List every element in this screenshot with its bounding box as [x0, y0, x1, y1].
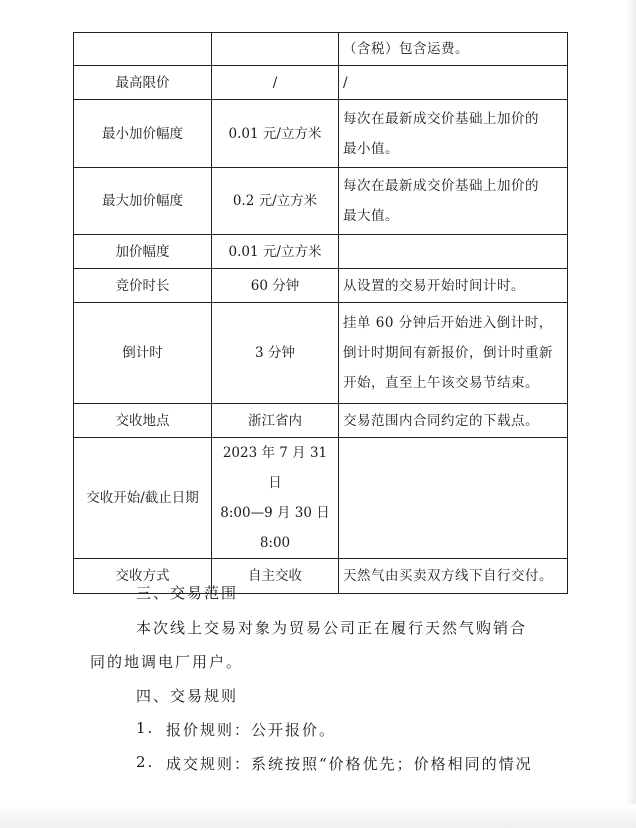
- value-line: /: [272, 74, 278, 91]
- param-note-cell: [339, 168, 568, 235]
- paragraph-line: 本次线上交易对象为贸易公司正在履行天然气购销合: [136, 619, 528, 637]
- value-line: 0.01 元/立方米: [228, 243, 322, 260]
- param-value-cell: [212, 66, 339, 100]
- note-line: 每次在最新成交价基础上加价的: [343, 110, 539, 127]
- param-note-cell: [339, 559, 568, 594]
- param-name-cell: 交收开始/截止日期: [74, 438, 212, 559]
- note-line: 开始，直至上午该交易节结束。: [343, 375, 539, 391]
- note-line: （含税）包含运费。: [343, 41, 469, 57]
- value-line: 2023 年 7 月 31 日: [222, 445, 328, 491]
- param-name-cell: 最高限价: [74, 66, 212, 100]
- rule-number: 1.: [136, 719, 155, 737]
- rule-text: 成交规则：系统按照“价格优先；价格相同的情况: [166, 755, 533, 773]
- param-value-cell: [212, 269, 339, 303]
- value-line: 3 分钟: [255, 345, 295, 361]
- param-value-cell: [212, 100, 339, 168]
- param-name-cell: 倒计时: [74, 303, 212, 404]
- param-value-cell: [212, 33, 339, 66]
- page-edge-shadow: [626, 0, 636, 828]
- param-name-cell: 最小加价幅度: [74, 100, 212, 168]
- table-row: [74, 100, 568, 168]
- param-value-cell: [212, 303, 339, 404]
- page-bottom-shadow: [0, 804, 636, 828]
- param-value-cell: [212, 438, 339, 559]
- note-line: 挂单 60 分钟后开始进入倒计时，: [343, 315, 553, 331]
- rule-text: 报价规则：公开报价。: [166, 721, 337, 739]
- trading-parameters-table: [73, 32, 568, 594]
- table-row: [74, 235, 568, 269]
- value-line: 8:00: [259, 535, 291, 551]
- param-note-cell: [339, 438, 568, 559]
- value-line: 0.2 元/立方米: [232, 193, 318, 209]
- param-name-cell: 竞价时长: [74, 269, 212, 303]
- rule-number: 2.: [136, 753, 155, 771]
- value-line: 60 分钟: [250, 277, 300, 294]
- param-note-cell: [339, 100, 568, 168]
- note-line: 倒计时期间有新报价，倒计时重新: [343, 345, 553, 361]
- note-line: /: [343, 74, 349, 91]
- paragraph-line: 同的地调电厂用户。: [90, 653, 244, 671]
- note-line: 从设置的交易开始时间计时。: [343, 277, 525, 294]
- section-heading-4: 四、交易规则: [136, 687, 239, 705]
- note-line: 每次在最新成交价基础上加价的: [343, 178, 539, 194]
- value-line: 8:00—9 月 30 日: [220, 505, 330, 521]
- table-row: [74, 168, 568, 235]
- param-note-cell: [339, 33, 568, 66]
- param-note-cell: [339, 404, 568, 438]
- param-name-cell: [74, 33, 212, 66]
- param-name-cell: 加价幅度: [74, 235, 212, 269]
- table-row: [74, 438, 568, 559]
- param-value-cell: [212, 404, 339, 438]
- param-value-cell: [212, 168, 339, 235]
- table-row: [74, 269, 568, 303]
- note-line: 最大值。: [343, 208, 399, 224]
- table-row: [74, 303, 568, 404]
- param-note-cell: [339, 66, 568, 100]
- table-row: [74, 33, 568, 66]
- note-line: 最小值。: [343, 140, 399, 157]
- table-row: [74, 66, 568, 100]
- param-name-cell: 最大加价幅度: [74, 168, 212, 235]
- param-value-cell: [212, 235, 339, 269]
- param-note-cell: [339, 269, 568, 303]
- value-line: 0.01 元/立方米: [228, 125, 322, 142]
- param-name-cell: 交收地点: [74, 404, 212, 438]
- section-heading-3: 三、交易范围: [136, 584, 239, 602]
- note-line: 天然气由买卖双方线下自行交付。: [343, 568, 553, 584]
- value-line: 浙江省内: [248, 412, 302, 429]
- table-row: [74, 404, 568, 438]
- value-line: 自主交收: [248, 568, 302, 584]
- param-note-cell: [339, 303, 568, 404]
- param-name-cell: 交收方式: [74, 559, 212, 594]
- param-note-cell: [339, 235, 568, 269]
- note-line: 交易范围内合同约定的下载点。: [343, 412, 539, 429]
